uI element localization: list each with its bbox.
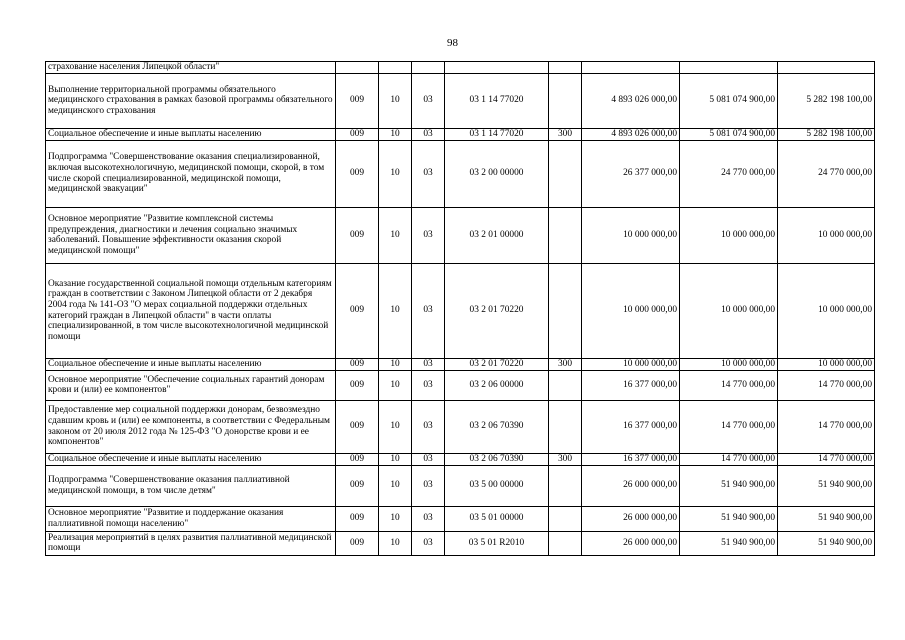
amount-year3-cell: 5 282 198 100,00 [778,128,875,140]
subsection-cell: 03 [412,263,445,358]
article-cell [445,62,549,74]
subsection-cell [412,62,445,74]
amount-year1-cell: 4 893 026 000,00 [582,73,680,128]
row-name-cell: Реализация мероприятий в целях развития паллиативной медицинской помощи [46,531,336,555]
amount-year2-cell: 51 940 900,00 [680,465,778,506]
amount-year2-cell: 51 940 900,00 [680,506,778,531]
amount-year1-cell: 26 000 000,00 [582,465,680,506]
grbs-cell: 009 [336,531,379,555]
table-row [46,128,875,140]
row-name-cell: Основное мероприятие "Развитие комплексной системы предупреждения, диагностики и лечения социально значимых заболеваний. Повышение эффективности оказания скорой медицинской помощи" [46,207,336,263]
section-cell: 10 [379,263,412,358]
expense-type-cell [549,531,582,555]
grbs-cell: 009 [336,263,379,358]
amount-year2-cell: 5 081 074 900,00 [680,73,778,128]
amount-year3-cell: 10 000 000,00 [778,358,875,370]
article-cell: 03 2 01 00000 [445,207,549,263]
subsection-cell: 03 [412,140,445,207]
table-row [46,207,875,263]
subsection-cell: 03 [412,358,445,370]
row-name-cell: Основное мероприятие "Обеспечение социальных гарантий донорам крови и (или) ее компонентов" [46,370,336,400]
subsection-cell: 03 [412,128,445,140]
section-cell: 10 [379,207,412,263]
table-row [46,531,875,555]
table-row [46,465,875,506]
section-cell: 10 [379,506,412,531]
amount-year2-cell: 24 770 000,00 [680,140,778,207]
table-row [46,400,875,453]
amount-year1-cell: 4 893 026 000,00 [582,128,680,140]
grbs-cell: 009 [336,465,379,506]
subsection-cell: 03 [412,73,445,128]
amount-year1-cell [582,62,680,74]
table-row [46,263,875,358]
section-cell: 10 [379,140,412,207]
section-cell: 10 [379,400,412,453]
amount-year3-cell: 14 770 000,00 [778,370,875,400]
grbs-cell: 009 [336,128,379,140]
section-cell: 10 [379,370,412,400]
expense-type-cell [549,140,582,207]
expense-type-cell: 300 [549,453,582,465]
amount-year3-cell [778,62,875,74]
expense-type-cell [549,506,582,531]
amount-year1-cell: 26 000 000,00 [582,506,680,531]
table-row [46,73,875,128]
grbs-cell: 009 [336,207,379,263]
amount-year1-cell: 26 377 000,00 [582,140,680,207]
amount-year1-cell: 26 000 000,00 [582,531,680,555]
row-name-cell: страхование населения Липецкой области" [46,62,336,74]
amount-year1-cell: 16 377 000,00 [582,453,680,465]
row-name-cell: Предоставление мер социальной поддержки донорам, безвозмездно сдавшим кровь и (или) ее компоненты, в соответствии с Федеральным законом от 20 июля 2012 года № 125-ФЗ "О донорстве крови и ее компонентов" [46,400,336,453]
amount-year3-cell: 24 770 000,00 [778,140,875,207]
table-row [46,62,875,74]
amount-year3-cell: 5 282 198 100,00 [778,73,875,128]
amount-year2-cell: 51 940 900,00 [680,531,778,555]
expense-type-cell [549,73,582,128]
budget-table [45,61,875,556]
expense-type-cell [549,400,582,453]
subsection-cell: 03 [412,400,445,453]
expense-type-cell: 300 [549,358,582,370]
amount-year3-cell: 14 770 000,00 [778,400,875,453]
table-row [46,453,875,465]
amount-year3-cell: 51 940 900,00 [778,465,875,506]
amount-year2-cell: 5 081 074 900,00 [680,128,778,140]
subsection-cell: 03 [412,506,445,531]
row-name-cell: Подпрограмма "Совершенствование оказания паллиативной медицинской помощи, в том числе детям" [46,465,336,506]
subsection-cell: 03 [412,453,445,465]
section-cell: 10 [379,128,412,140]
row-name-cell: Социальное обеспечение и иные выплаты населению [46,453,336,465]
subsection-cell: 03 [412,207,445,263]
amount-year1-cell: 10 000 000,00 [582,358,680,370]
article-cell: 03 2 06 70390 [445,453,549,465]
amount-year1-cell: 16 377 000,00 [582,370,680,400]
expense-type-cell [549,62,582,74]
table-row [46,370,875,400]
article-cell: 03 1 14 77020 [445,128,549,140]
table-row [46,506,875,531]
amount-year2-cell: 10 000 000,00 [680,358,778,370]
amount-year3-cell: 51 940 900,00 [778,531,875,555]
row-name-cell: Основное мероприятие "Развитие и поддержание оказания паллиативной помощи населению" [46,506,336,531]
expense-type-cell [549,370,582,400]
subsection-cell: 03 [412,465,445,506]
grbs-cell [336,62,379,74]
section-cell: 10 [379,453,412,465]
row-name-cell: Оказание государственной социальной помощи отдельным категориям граждан в соответствии с Законом Липецкой области от 2 декабря 2004 года № 141-ОЗ "О мерах социальной поддержки отдельных категорий граждан в Липецкой области" в части оплаты специализированной, в том числе высокотехнологичной медицинской помощи [46,263,336,358]
expense-type-cell [549,207,582,263]
row-name-cell: Социальное обеспечение и иные выплаты населению [46,358,336,370]
amount-year2-cell: 14 770 000,00 [680,400,778,453]
row-name-cell: Подпрограмма "Совершенствование оказания специализированной, включая высокотехнологичную, медицинской помощи, скорой, в том числе скорой специализированной, медицинской помощи, медицинской эвакуации" [46,140,336,207]
section-cell: 10 [379,465,412,506]
grbs-cell: 009 [336,140,379,207]
article-cell: 03 2 01 70220 [445,263,549,358]
expense-type-cell: 300 [549,128,582,140]
grbs-cell: 009 [336,506,379,531]
amount-year3-cell: 10 000 000,00 [778,263,875,358]
article-cell: 03 2 06 70390 [445,400,549,453]
amount-year3-cell: 10 000 000,00 [778,207,875,263]
row-name-cell: Выполнение территориальной программы обязательного медицинского страхования в рамках базовой программы обязательного медицинского страхования [46,73,336,128]
grbs-cell: 009 [336,358,379,370]
article-cell: 03 2 06 00000 [445,370,549,400]
section-cell: 10 [379,73,412,128]
grbs-cell: 009 [336,73,379,128]
subsection-cell: 03 [412,370,445,400]
subsection-cell: 03 [412,531,445,555]
amount-year2-cell: 10 000 000,00 [680,263,778,358]
article-cell: 03 5 01 R2010 [445,531,549,555]
grbs-cell: 009 [336,453,379,465]
expense-type-cell [549,465,582,506]
expense-type-cell [549,263,582,358]
amount-year2-cell: 14 770 000,00 [680,453,778,465]
table-row [46,358,875,370]
grbs-cell: 009 [336,370,379,400]
amount-year1-cell: 10 000 000,00 [582,207,680,263]
section-cell: 10 [379,531,412,555]
amount-year3-cell: 51 940 900,00 [778,506,875,531]
table-row [46,140,875,207]
article-cell: 03 1 14 77020 [445,73,549,128]
grbs-cell: 009 [336,400,379,453]
article-cell: 03 5 00 00000 [445,465,549,506]
amount-year2-cell [680,62,778,74]
row-name-cell: Социальное обеспечение и иные выплаты населению [46,128,336,140]
article-cell: 03 5 01 00000 [445,506,549,531]
amount-year2-cell: 10 000 000,00 [680,207,778,263]
section-cell: 10 [379,358,412,370]
amount-year3-cell: 14 770 000,00 [778,453,875,465]
amount-year1-cell: 16 377 000,00 [582,400,680,453]
section-cell [379,62,412,74]
amount-year1-cell: 10 000 000,00 [582,263,680,358]
article-cell: 03 2 00 00000 [445,140,549,207]
article-cell: 03 2 01 70220 [445,358,549,370]
amount-year2-cell: 14 770 000,00 [680,370,778,400]
page-number: 98 [447,37,458,49]
